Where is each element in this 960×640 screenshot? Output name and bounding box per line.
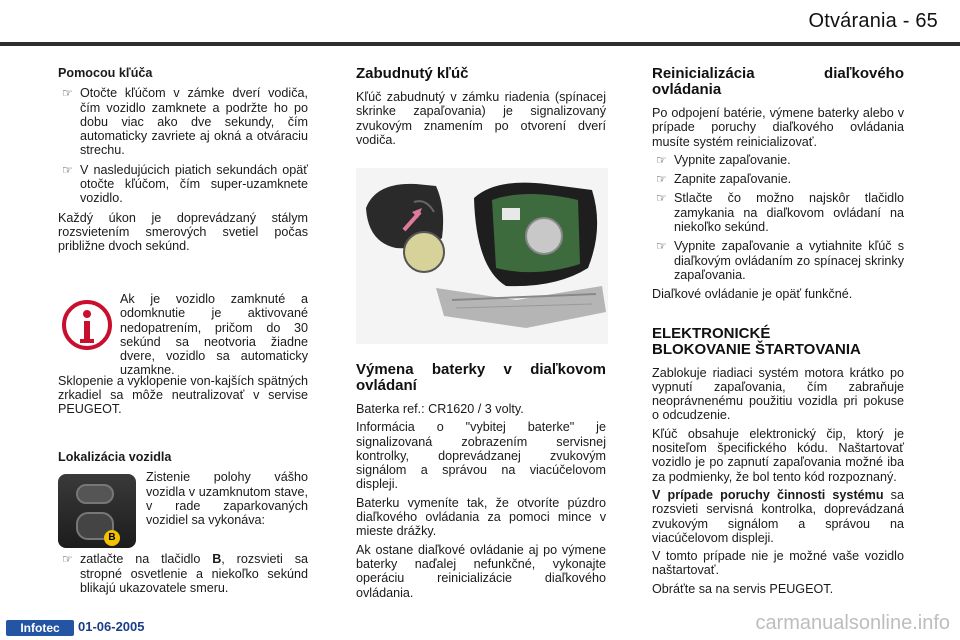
column-middle-lower bbox=[356, 362, 606, 604]
paragraph: Baterku vymeníte tak, že otvoríte púzdro diaľkového ovládania za pomoci mince v mieste drážky. bbox=[356, 495, 606, 539]
button-b-label: B bbox=[104, 530, 120, 546]
column-right bbox=[652, 66, 904, 600]
paragraph: Diaľkové ovládanie je opäť funkčné. bbox=[652, 287, 853, 302]
paragraph: Ak ostane diaľkové ovládanie aj po výmene baterky naďalej nefunkčné, vykonajte operáciu reinicializácie diaľkového ovládania. bbox=[356, 542, 606, 600]
heading-locate: Lokalizácia vozidla bbox=[58, 450, 172, 464]
column-left bbox=[58, 66, 308, 258]
paragraph: Kľúč obsahuje elektronický čip, ktorý je nositeľom špecifického kódu. Naštartovať vozidlo je po zapnutí zapaľovania možné iba za podmienky, že bol tento kód rozpoznaný. bbox=[652, 426, 904, 484]
paragraph: Informácia o "vybitej baterke" je signalizovaná zobrazením servisnej kontrolky, doprevádzanej zvukovým signálom a správou na viacúčelovom displeji. bbox=[356, 420, 606, 492]
publication-date: 01-06-2005 bbox=[78, 619, 145, 634]
pointing-hand-icon: ☞ bbox=[656, 239, 667, 254]
header-rule bbox=[0, 42, 960, 46]
paragraph: V prípade poruchy činnosti systému sa rozsvieti servisná kontrolka, doprevádzaná zvukovým signálom a správou na viacúčelovom displeji. bbox=[652, 487, 904, 545]
title-reinitialization: Reinicializácia diaľkového ovládania bbox=[652, 65, 904, 98]
list-item: ☞ Otočte kľúčom v zámke dverí vodiča, čím vozidlo zamknete a podržte ho po dobu viac ako dve sekundy, čím automaticky zavriete aj okná a otváraciu strechu. bbox=[62, 86, 308, 158]
info-paragraph-1: Ak je vozidlo zamknuté a odomknutie je aktivované nedopatrením, pričom do 30 sekúnd sa neotvoria žiadne dvere, vozidlo sa automaticky uzamkne. bbox=[120, 292, 308, 378]
paragraph: Obráťte sa na servis PEUGEOT. bbox=[652, 581, 834, 596]
title-immobilizer-line-2: BLOKOVANIE ŠTARTOVANIA bbox=[652, 340, 861, 358]
key-battery-image bbox=[356, 168, 608, 344]
list-item: ☞ zatlačte na tlačidlo B, rozsvieti sa stropné osvetlenie a niekoľko sekúnd blikajú ukazovatele smeru. bbox=[62, 552, 308, 595]
title-immobilizer-line-1: ELEKTRONICKÉ bbox=[652, 324, 771, 342]
info-paragraph-2: Sklopenie a vyklopenie von-kajších spätných zrkadiel sa môže neutralizovať v servise PEUGEOT. bbox=[58, 373, 308, 417]
info-icon bbox=[62, 300, 112, 350]
lock-button-illustration bbox=[76, 484, 114, 504]
paragraph: Kľúč zabudnutý v zámku riadenia (spínacej skrinke zapaľovania) je signalizovaný zvukovým znamením po otvorení dverí vodiča. bbox=[356, 90, 606, 147]
page-title: Otvárania - 65 bbox=[808, 10, 938, 32]
list-item: ☞ Stlačte čo možno najskôr tlačidlo zamykania na diaľkovom ovládaní na niekoľko sekúnd. bbox=[656, 191, 904, 235]
list-item: ☞ V nasledujúcich piatich sekundách opäť otočte kľúčom, čím super-uzamknete vozidlo. bbox=[62, 162, 308, 206]
pointing-hand-icon: ☞ bbox=[656, 172, 667, 187]
pointing-hand-icon: ☞ bbox=[62, 86, 73, 101]
pointing-hand-icon: ☞ bbox=[62, 552, 73, 567]
list-item: ☞ Zapnite zapaľovanie. bbox=[656, 172, 792, 187]
column-middle bbox=[356, 66, 606, 151]
paragraph: Baterka ref.: CR1620 / 3 volty. bbox=[356, 402, 524, 416]
info-note bbox=[58, 292, 308, 417]
heading-with-key: Pomocou kľúča bbox=[58, 66, 153, 80]
title-battery-replacement: Výmena baterky v diaľkovom ovládaní bbox=[356, 361, 606, 394]
paragraph: Zablokuje riadiaci systém motora krátko po vypnutí zapaľovania, čím zabraňuje neoprávnenému použitiu vozidla pri pokuse o odcudzenie. bbox=[652, 365, 904, 423]
remote-control-image bbox=[58, 474, 136, 548]
infotec-logo: Infotec bbox=[6, 620, 74, 636]
pointing-hand-icon: ☞ bbox=[656, 152, 667, 167]
pointing-hand-icon: ☞ bbox=[62, 162, 73, 177]
title-forgotten-key: Zabudnutý kľúč bbox=[356, 65, 469, 82]
paragraph: Každý úkon je doprevádzaný stálym rozsvietením smerových svetiel počas približne dvoch sekúnd. bbox=[58, 210, 308, 254]
paragraph: V tomto prípade nie je možné vaše vozidlo naštartovať. bbox=[652, 549, 904, 578]
locate-section bbox=[58, 450, 308, 600]
list-item: ☞ Vypnite zapaľovanie a vytiahnite kľúč s diaľkovým ovládaním zo spínacej skrinky zapaľovania. bbox=[656, 239, 904, 282]
list-item: ☞ Vypnite zapaľovanie. bbox=[656, 152, 791, 167]
pointing-hand-icon: ☞ bbox=[656, 191, 667, 206]
paragraph: Po odpojení batérie, výmene baterky alebo v prípade poruchy diaľkového ovládania musíte systém reinicializovať. bbox=[652, 106, 904, 149]
watermark: carmanualsonline.info bbox=[755, 612, 950, 634]
battery-coin bbox=[404, 232, 444, 272]
locate-text: Zistenie polohy vášho vozidla v uzamknutom stave, v rade zaparkovaných vozidiel sa vykonáva: bbox=[146, 470, 308, 528]
